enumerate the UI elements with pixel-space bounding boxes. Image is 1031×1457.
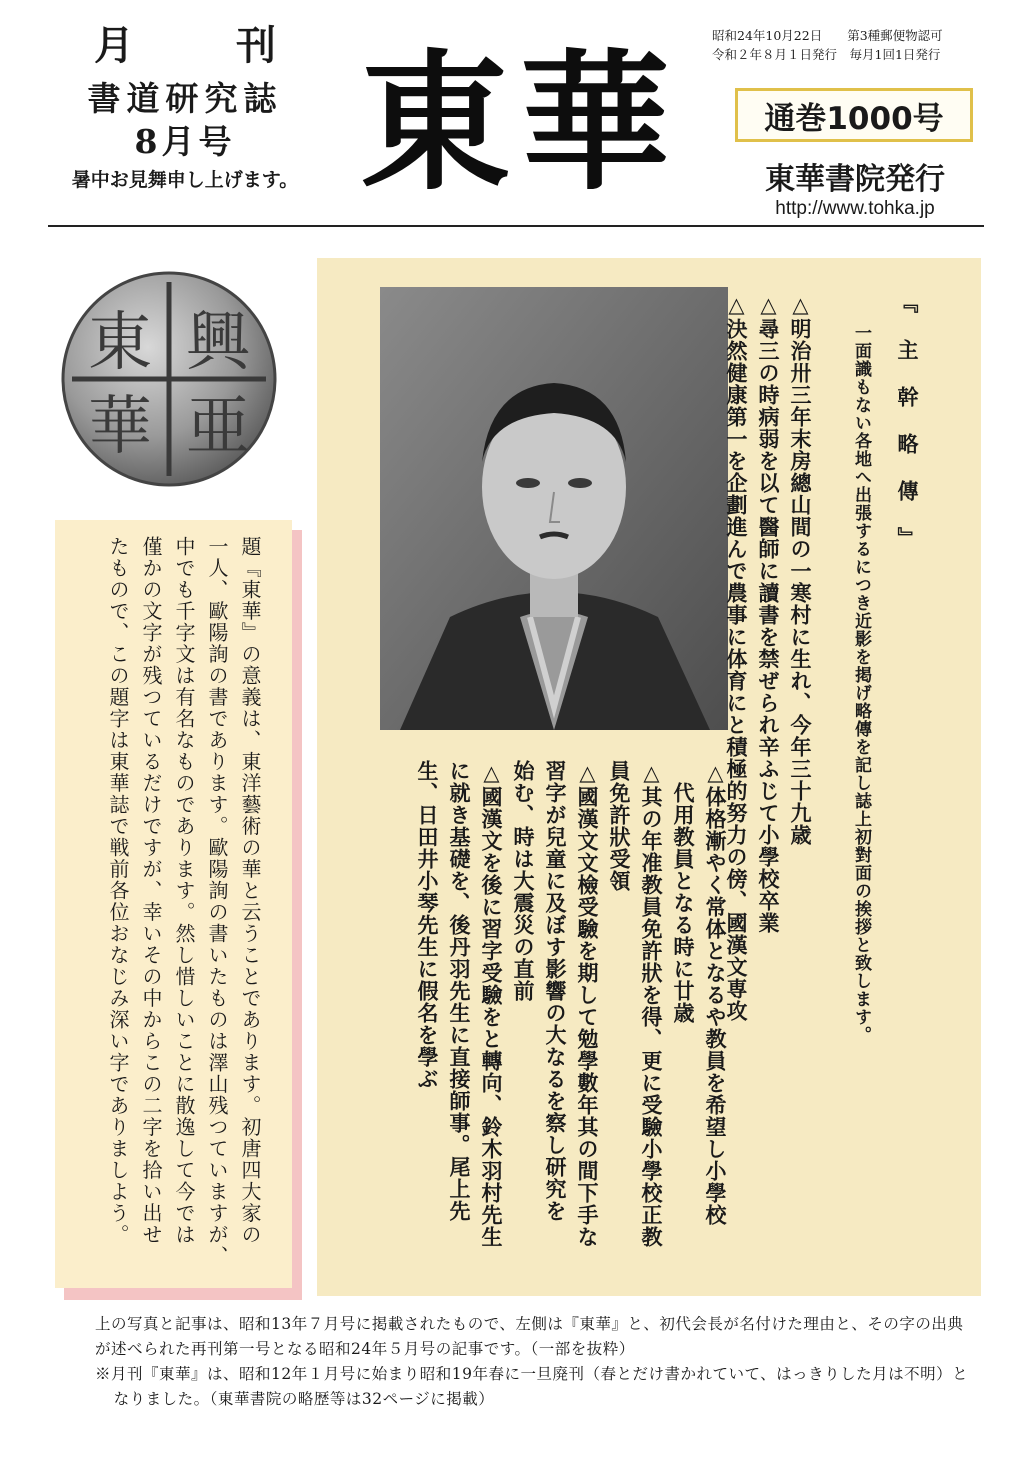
explanation-line: 題『東華』の意義は、東洋藝術の華と云うことであります。初唐四大家の [238, 536, 262, 1246]
article-bio-line: 代用教員となる時に廿歳 [671, 760, 696, 1024]
article-bio-line: △國漢文を後に習字受驗をと轉向、鈴木羽村先生 [479, 760, 504, 1248]
seal-char-2: 東 [88, 306, 152, 380]
article-bio-bottom [411, 760, 731, 1280]
explanation-line: 僅かの文字が残つているだけですが、幸いその中からこの二字を拾い出せ [139, 536, 163, 1246]
explanation-text [101, 536, 266, 1276]
masthead-left [40, 22, 330, 194]
explanation-line: 一人、歐陽詢の書であります。歐陽詢の書いたものは澤山残つていますが、 [205, 536, 229, 1267]
article-bio-line: △体格漸やく常体となるや教員を希望し小學校 [703, 760, 728, 1226]
article-bio-line: △明治卅三年末房總山間の一寒村に生れ、今年三十九歳 [788, 292, 813, 846]
issue-month: 8月号 [134, 122, 236, 161]
seal-char-3: 亜 [186, 390, 250, 464]
magazine-subtitle: 書道研究誌 [87, 79, 283, 118]
article-bio-line: △尋三の時病弱を以て醫師に讀書を禁ぜられ辛ふじて小學校卒業 [756, 292, 781, 934]
explanation-panel [55, 520, 292, 1288]
article-heading: 『主幹略傳』 [895, 292, 920, 574]
publisher-name: 東華書院発行 [765, 162, 945, 197]
article-bio-line: △國漢文文檢受驗を期して勉學數年其の間下手な [575, 760, 600, 1248]
footer-note-2: ※月刊『東華』は、昭和12年１月号に始まり昭和19年春に一旦廃刊（春とだけ書かれていて、はっきりした月は不明）となりました。（東華書院の略歴等は32ページに掲載） [95, 1365, 969, 1408]
article-bio-line: 員免許狀受領 [607, 760, 632, 892]
article-bio-line: 始む、時は大震災の直前 [511, 760, 536, 1002]
magazine-title: 東華 [359, 35, 680, 211]
summer-greeting: 暑中お見舞申し上げます。 [71, 169, 299, 191]
seal-char-4: 華 [88, 390, 152, 464]
portrait-photo-image [380, 287, 728, 730]
postal-info [712, 26, 1012, 64]
article-bio-line: 生、日田井小琴先生に假名を學ぶ [415, 760, 440, 1090]
article-bio-top [720, 292, 816, 1022]
article-bio-line: に就き基礎を、後丹羽先生に直接師事。尾上先 [447, 760, 472, 1222]
postal-line-1: 昭和24年10月22日 第3種郵便物認可 [712, 28, 943, 43]
header-divider [48, 225, 984, 227]
article-bio-line: △其の年准教員免許狀を得、更に受驗小學校正教 [639, 760, 664, 1248]
explanation-line: 中でも千字文は有名なものであります。然し惜しいことに散逸して今では [172, 536, 196, 1246]
website-link[interactable]: http://www.tohka.jp [775, 198, 935, 219]
article-intro: 一面識もない各地へ出張するにつき近影を掲げ略傳を記し誌上初對面の挨拶と致します。 [851, 324, 871, 1044]
volume-badge: 通巻1000号 [735, 88, 973, 142]
seal-rubbing-image [58, 268, 280, 490]
article-bio-line: 習字が兒童に及ぼす影響の大なるを察し研究を [543, 760, 568, 1222]
seal-char-1: 興 [186, 306, 250, 380]
footer-note-1: 上の写真と記事は、昭和13年７月号に掲載されたもので、左側は『東華』と、初代会長が名付けた理由と、その字の出典が述べられた再刊第一号となる昭和24年５月号の記事です。（一部を抜粋） [95, 1315, 964, 1358]
explanation-line: たもので、この題字は東華誌で戦前各位おなじみ深い字でありましよう。 [106, 536, 130, 1246]
postal-line-2: 令和２年８月１日発行 毎月1回1日発行 [712, 47, 941, 62]
footer-notes [95, 1312, 975, 1412]
article-bio-line: △決然健康第一を企劃進んで農事に体育にと積極的努力の傍、國漢文専攻 [724, 292, 749, 1022]
monthly-label: 月 刊 [94, 23, 320, 69]
